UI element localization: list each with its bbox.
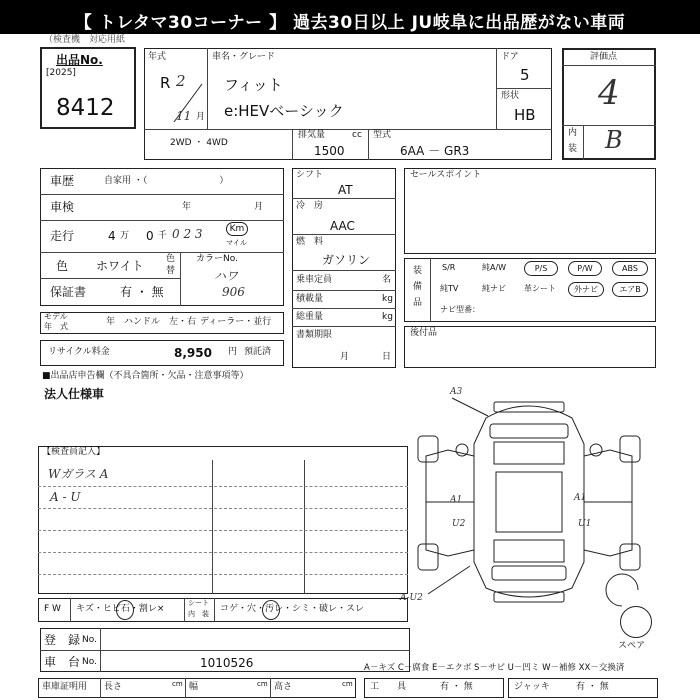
model-year-unit: 年 [106, 317, 116, 327]
chassis-no: No. [82, 657, 97, 667]
garage-cert-label: 車庫証明用 [42, 682, 88, 692]
load-unit: kg [382, 294, 393, 304]
lot-number: 8412 [56, 95, 115, 121]
damage-mark-u1: U1 [578, 519, 592, 529]
lot-label: 出品No. [56, 53, 103, 67]
color-change-1: 色 [166, 254, 176, 264]
color-no-2: 906 [222, 285, 245, 299]
vehicle-name: フィット [224, 76, 283, 94]
equipment-label-2: 備 [413, 282, 423, 292]
aircon-label: 冷 房 [296, 201, 324, 211]
dealer-type: ディーラー・並行 [200, 317, 272, 327]
handle-side: ハンドル 左・右 [124, 317, 197, 327]
lot-stamp: [2025] [46, 68, 76, 78]
gross-label: 総重量 [296, 312, 324, 322]
shift-value: AT [338, 183, 353, 197]
warranty-value: 有 ・ 無 [120, 285, 164, 299]
equip-ps-circled: P/S [524, 261, 558, 276]
fw-label: F W [44, 604, 61, 614]
fuel-label: 燃 料 [296, 237, 324, 247]
capacity-unit: 名 [382, 275, 392, 285]
equip-sr: S/R [442, 263, 456, 272]
displacement-label: 排気量 [298, 130, 326, 140]
sales-points-label: セールスポイント [410, 170, 482, 180]
damage-mark-a1-left: A1 [450, 495, 463, 505]
naisou-label: 内 装 [188, 610, 209, 618]
damage-mark-a3: A3 [450, 387, 463, 397]
doc-expiry-month: 月 [340, 352, 350, 362]
year-label: 年式 [148, 52, 167, 62]
km-oval: Km [226, 222, 248, 236]
inspector-label: 【検査員記入】 [42, 447, 106, 457]
top-note: （検査機 対応用紙 [44, 35, 126, 45]
aircon-value: AAC [330, 219, 355, 233]
declaration-note: 法人仕様車 [44, 387, 105, 401]
sales-points-box [404, 168, 656, 254]
name-label: 車名・グレード [212, 52, 276, 62]
damage-mark-au2: A-U2 [400, 593, 423, 603]
inspection-month: 月 [254, 202, 264, 212]
declaration-label: ■出品店申告欄（不具合箇所・欠品・注意事項等） [42, 371, 249, 381]
cert-height-unit: cm [342, 680, 353, 688]
year-value: 2 [176, 72, 186, 90]
recycle-deposit: 預託済 [244, 347, 272, 357]
model-year-l1: モデル [44, 312, 68, 321]
shape-value: HB [514, 106, 536, 124]
model-label: 型式 [373, 130, 392, 140]
aftermarket-box [404, 326, 656, 368]
color-change-2: 替 [166, 266, 176, 276]
tools-value: 有 ・ 無 [440, 682, 473, 692]
shift-label: シフト [296, 170, 324, 180]
header-text: 【 トレタマ30コーナー 】 過去30日以上 JU岐阜に出品歴がない車両 [74, 13, 626, 33]
inspection-label: 車検 [50, 200, 75, 214]
interior-circle-mark [262, 600, 280, 620]
equip-airbag-circled: エアB [612, 282, 648, 297]
interior-score: B [605, 126, 623, 154]
damage-mark-u2: U2 [452, 519, 466, 529]
interior-label-1: 内 [568, 128, 578, 138]
capacity-label: 乗車定員 [296, 275, 333, 285]
navi-model-label: ナビ型番： [440, 305, 480, 314]
aftermarket-label: 後付品 [410, 328, 438, 338]
equip-tv: 純TV [440, 284, 459, 293]
cert-width-label: 幅 [189, 682, 199, 692]
equipment-label-1: 装 [413, 266, 423, 276]
rating-label: 評価点 [590, 52, 618, 62]
equip-aw: 純A/W [482, 263, 507, 272]
tools-label: 工 具 [370, 682, 407, 692]
cert-height-label: 高さ [274, 682, 293, 692]
equip-pw-circled: P/W [568, 261, 602, 276]
drive-type: 2WD ・ 4WD [170, 138, 228, 148]
doc-expiry-day: 日 [382, 352, 392, 362]
fw-items: キズ・ヒビ石・割レ× [76, 604, 165, 614]
recycle-label: リサイクル料金 [48, 347, 110, 357]
displacement-value: 1500 [314, 144, 345, 158]
doc-expiry-label: 書類期限 [296, 330, 333, 340]
car-damage-diagram [412, 384, 644, 614]
equip-ext-navi-circled: 外ナビ [568, 282, 604, 297]
door-label: ドア [501, 52, 519, 62]
history-value: 自家用 ・（ ） [104, 176, 229, 186]
header-banner [0, 0, 700, 34]
color-no-label: カラーNo. [196, 254, 238, 264]
cert-length-label: 長さ [104, 682, 123, 692]
equip-navi: 純ナビ [482, 284, 506, 293]
model-year-l2: 年 式 [44, 322, 68, 331]
interior-items: コゲ・穴・汚レ・シミ・破レ・スレ [220, 604, 365, 614]
year-month-unit: 月 [196, 112, 206, 122]
inspector-note-1: Wガラス A [48, 467, 109, 481]
year-month: 11 [176, 109, 192, 123]
registration-no: No. [82, 635, 97, 645]
displacement-unit: cc [352, 130, 362, 140]
mileage-man-unit: 万 [120, 231, 130, 241]
damage-legend: A－キズ C－腐食 E－エクボ S－サビ U－凹ミ W－補修 XX－交換済 [364, 663, 625, 673]
spare-label: スペア [618, 641, 646, 651]
inspection-year: 年 [182, 202, 192, 212]
color-label: 色 [56, 259, 69, 273]
history-label: 車歴 [50, 174, 75, 188]
gross-unit: kg [382, 312, 393, 322]
inspector-note-2: A - U [50, 490, 81, 504]
vehicle-grade: e:HEVベーシック [224, 102, 344, 120]
fuel-value: ガソリン [322, 253, 371, 267]
chassis-number: 1010526 [200, 656, 254, 670]
equip-leather: 革シート [524, 284, 556, 293]
interior-label-2: 装 [568, 144, 578, 154]
damage-mark-a1-right: A1 [574, 493, 587, 503]
load-label: 積載量 [296, 294, 324, 304]
recycle-amount: 8,950 [174, 346, 212, 360]
chassis-label: 車 台 [44, 655, 81, 669]
mileage-hand: 0 2 3 [172, 227, 203, 241]
mileage-sen-unit: 千 [158, 231, 168, 241]
color-value: ホワイト [96, 259, 144, 273]
recycle-unit: 円 [228, 347, 238, 357]
mileage-man: 4 [108, 229, 116, 243]
warranty-label: 保証書 [50, 285, 87, 299]
color-no-1: ハワ [214, 269, 239, 283]
cert-length-unit: cm [172, 680, 183, 688]
equip-abs-circled: ABS [612, 261, 648, 276]
model-value: 6AA － GR3 [400, 144, 470, 158]
seat-label: シート [188, 599, 209, 607]
jack-value: 有 ・ 無 [576, 682, 609, 692]
shape-label: 形状 [501, 91, 520, 101]
cert-width-unit: cm [257, 680, 268, 688]
equipment-label-3: 品 [413, 298, 423, 308]
jack-label: ジャッキ [514, 682, 550, 692]
door-count: 5 [520, 66, 530, 84]
lot-box [40, 47, 136, 129]
registration-label: 登 録 [44, 633, 81, 647]
rating-score: 4 [598, 73, 620, 113]
year-era: R [160, 74, 171, 92]
mile-label: マイル [226, 239, 247, 247]
spare-tire-icon [620, 606, 652, 638]
mileage-zero: 0 [146, 229, 154, 243]
fw-circle-mark [116, 600, 134, 620]
mileage-label: 走行 [50, 229, 75, 243]
